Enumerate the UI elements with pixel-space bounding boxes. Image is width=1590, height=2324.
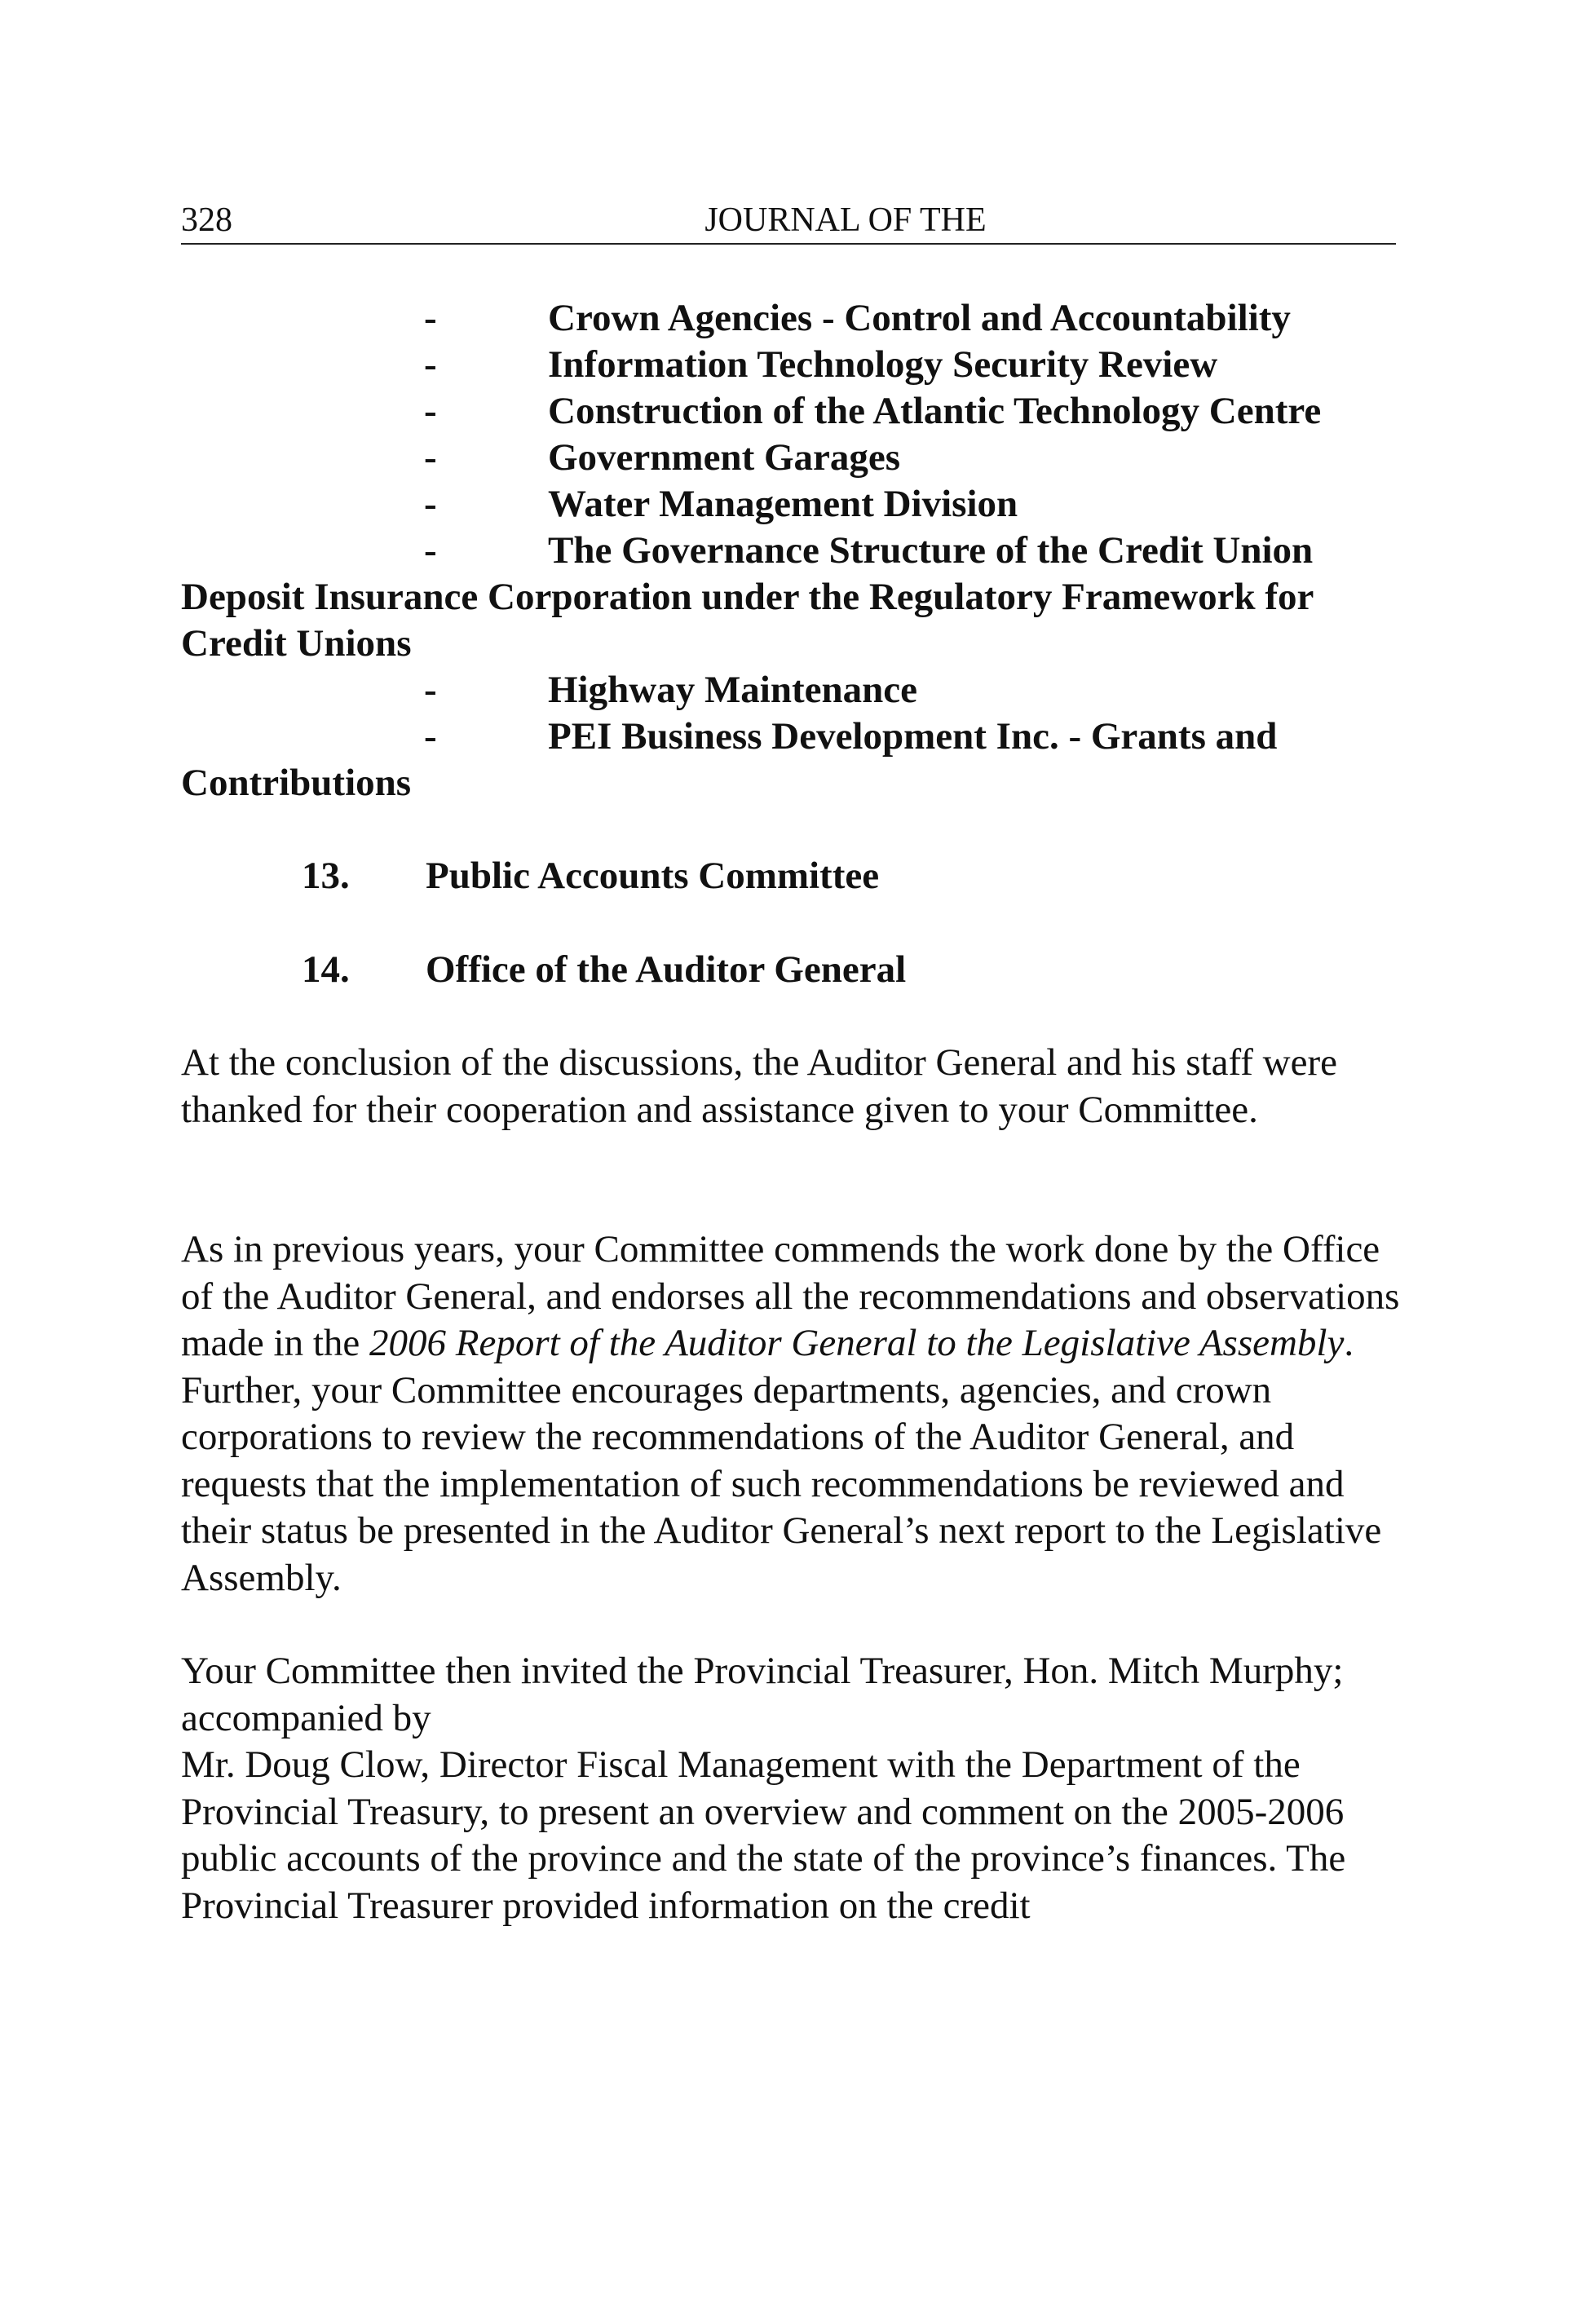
list-item-text: Highway Maintenance xyxy=(548,669,918,711)
running-title: JOURNAL OF THE xyxy=(704,201,987,239)
list-dash: - xyxy=(424,436,437,479)
list-item-continuation: Contributions xyxy=(181,762,412,804)
page-number: 328 xyxy=(181,201,232,239)
list-item-text: Information Technology Security Review xyxy=(548,343,1218,386)
paragraph-text: At the conclusion of the discussions, the Auditor General and his staff were thanked for their cooperation and assistance given to your Committee. xyxy=(181,1041,1337,1131)
list-dash: - xyxy=(424,529,437,572)
list-item-continuation: Deposit Insurance Corporation under the Regulatory Framework for xyxy=(181,576,1314,618)
page-header xyxy=(181,199,1396,245)
section-title: Office of the Auditor General xyxy=(426,948,907,991)
list-item-text: The Governance Structure of the Credit Union xyxy=(548,529,1314,572)
paragraph-treasurer xyxy=(181,1648,1404,1929)
report-title-italic: 2006 Report of the Auditor General to the Legislative Assembly xyxy=(369,1322,1345,1364)
list-dash: - xyxy=(424,483,437,525)
paragraph-text-end: . Further, your Committee encourages departments, agencies, and crown corporations to review the recommendations of the Auditor General, and requests that the implementation of such recommendations be reviewed and their status be presented in the Auditor General’s next report to the Legislative Assembly. xyxy=(181,1322,1382,1599)
list-dash: - xyxy=(424,343,437,386)
section-number: 13. xyxy=(302,855,350,897)
list-item-text: Crown Agencies - Control and Accountability xyxy=(548,297,1291,339)
list-item-text: Water Management Division xyxy=(548,483,1018,525)
list-dash: - xyxy=(424,669,437,711)
list-dash: - xyxy=(424,715,437,758)
list-item-text: Construction of the Atlantic Technology Centre xyxy=(548,390,1322,432)
list-item-continuation: Credit Unions xyxy=(181,622,412,665)
list-dash: - xyxy=(424,390,437,432)
paragraph-thanks xyxy=(181,1040,1404,1133)
paragraph-text xyxy=(181,1226,1404,1602)
paragraph-text: Mr. Doug Clow, Director Fiscal Management with the Department of the Provincial Treasury, to present an overview and comment on the 2005-2006 public accounts of the province and the state of the province’s finances. The Provincial Treasurer provided information on the credit xyxy=(181,1743,1346,1927)
paragraph-text: Your Committee then invited the Provincial Treasurer, Hon. Mitch Murphy; accompanied by xyxy=(181,1650,1344,1739)
paragraph-text-start: As in previous years, your Committee commends the work done by the Office of the Auditor General, and endorses all the recommendations and observations made in the xyxy=(181,1228,1400,1364)
list-dash: - xyxy=(424,297,437,339)
list-item-text: Government Garages xyxy=(548,436,901,479)
section-number: 14. xyxy=(302,948,350,991)
list-item-text: PEI Business Development Inc. - Grants and xyxy=(548,715,1278,758)
section-title: Public Accounts Committee xyxy=(426,855,880,897)
paragraph-recommendations xyxy=(181,1226,1404,1602)
